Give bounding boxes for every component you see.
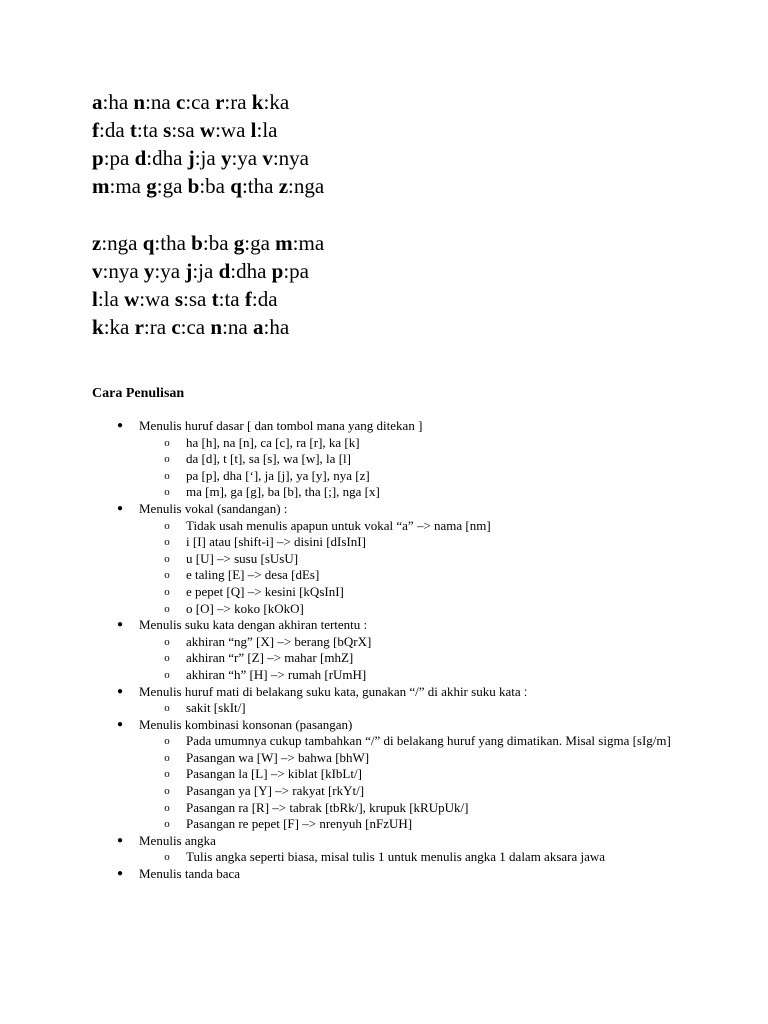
syllable: :tha: [241, 174, 279, 198]
sub-list-item-text: Pasangan ya [Y] –> rakyat [rkYt/]: [186, 783, 365, 799]
circle-bullet-icon: o: [164, 486, 170, 499]
key-letter: k: [92, 315, 104, 339]
list-item-title: Menulis angka: [139, 832, 216, 848]
sub-list-item: [0, 733, 686, 750]
sub-list-item-text: e pepet [Q] –> kesini [kQsInI]: [186, 583, 344, 599]
syllable: :pa: [283, 259, 309, 283]
sub-list-item: [0, 650, 686, 667]
bullet-icon: ●: [116, 868, 124, 880]
list-item: [0, 684, 768, 701]
key-letter: n: [210, 315, 223, 339]
key-letter: q: [142, 231, 155, 255]
key-letter: d: [218, 259, 231, 283]
alphabet-line: [92, 172, 324, 200]
key-letter: l: [250, 118, 257, 142]
sub-list-item-text: pa [p], dha [‘], ja [j], ya [y], nya [z]: [186, 467, 370, 483]
circle-bullet-icon: o: [164, 751, 170, 764]
key-letter: d: [134, 146, 147, 170]
sub-list-item: [0, 435, 686, 452]
circle-bullet-icon: o: [164, 785, 170, 798]
circle-bullet-icon: o: [164, 818, 170, 831]
sub-list-item-text: Tulis angka seperti biasa, misal tulis 1 untuk menulis angka 1 dalam aksara jawa: [186, 849, 606, 865]
alphabet-line: [92, 257, 324, 285]
sub-list-item: [0, 800, 686, 817]
syllable: :wa: [215, 118, 251, 142]
key-letter: f: [92, 118, 99, 142]
sub-list-item-text: Tidak usah menulis apapun untuk vokal “a” –> nama [nm]: [186, 517, 491, 533]
key-letter: w: [199, 118, 216, 142]
alphabet-reverse-block: [92, 229, 324, 341]
list-item-title: Menulis tanda baca: [139, 866, 241, 882]
key-letter: q: [230, 174, 242, 198]
key-letter: l: [92, 287, 98, 311]
syllable: :ta: [218, 287, 245, 311]
syllable: :ta: [136, 118, 164, 142]
instruction-list: [0, 418, 768, 883]
sub-list-item-text: akhiran “r” [Z] –> mahar [mhZ]: [186, 650, 354, 666]
list-item: [0, 833, 768, 850]
bullet-icon: ●: [116, 834, 124, 846]
syllable: :nya: [102, 259, 144, 283]
syllable: :ja: [192, 259, 219, 283]
key-letter: v: [262, 146, 273, 170]
key-letter: f: [244, 287, 252, 311]
alphabet-line: [92, 116, 324, 144]
sub-list-item: [0, 567, 686, 584]
syllable: :nya: [272, 146, 309, 170]
sub-list-item-text: u [U] –> susu [sUsU]: [186, 550, 299, 566]
syllable: :ka: [263, 90, 290, 114]
sub-list-item-text: ha [h], na [n], ca [c], ra [r], ka [k]: [186, 434, 360, 450]
syllable: :da: [251, 287, 278, 311]
syllable: :la: [256, 118, 278, 142]
sub-list-item-text: Pada umumnya cukup tambahkan “/” di belakang huruf yang dimatikan. Misal sigma [sIg/m]: [186, 733, 671, 749]
key-letter: a: [92, 90, 103, 114]
sub-list-item: [0, 484, 686, 501]
key-letter: z: [92, 231, 102, 255]
sub-list-item-text: e taling [E] –> desa [dEs]: [186, 567, 320, 583]
circle-bullet-icon: o: [164, 735, 170, 748]
syllable: :da: [99, 118, 130, 142]
list-item: [0, 617, 768, 634]
syllable: :ma: [292, 231, 325, 255]
sub-list-item: [0, 468, 686, 485]
circle-bullet-icon: o: [164, 668, 170, 681]
syllable: :tha: [154, 231, 192, 255]
sub-list-item: [0, 584, 686, 601]
sub-list-item-text: akhiran “h” [H] –> rumah [rUmH]: [186, 666, 367, 682]
sub-list-item-text: ma [m], ga [g], ba [b], tha [;], nga [x]: [186, 484, 380, 500]
syllable: :nga: [101, 231, 143, 255]
syllable: :ca: [185, 90, 216, 114]
list-item: [0, 866, 768, 883]
key-letter: y: [220, 146, 232, 170]
key-letter: c: [171, 315, 181, 339]
sub-list-item: [0, 783, 686, 800]
syllable: :sa: [183, 287, 212, 311]
syllable: :ra: [224, 90, 252, 114]
syllable: :ha: [102, 90, 134, 114]
sub-list-item: [0, 551, 686, 568]
circle-bullet-icon: o: [164, 585, 170, 598]
alphabet-line: [92, 285, 324, 313]
key-letter: g: [146, 174, 157, 198]
syllable: :ca: [180, 315, 211, 339]
sub-list-item: [0, 849, 686, 866]
key-letter: a: [252, 315, 264, 339]
syllable: :na: [222, 315, 253, 339]
circle-bullet-icon: o: [164, 469, 170, 482]
alphabet-line: [92, 144, 324, 172]
syllable: :la: [97, 287, 125, 311]
list-item: [0, 501, 768, 518]
key-letter: b: [191, 231, 203, 255]
bullet-icon: ●: [116, 420, 124, 431]
key-letter: z: [278, 174, 289, 198]
bullet-icon: ●: [116, 619, 124, 631]
circle-bullet-icon: o: [164, 635, 170, 648]
key-letter: j: [185, 259, 193, 283]
key-letter: b: [187, 174, 200, 198]
syllable: :ga: [156, 174, 188, 198]
syllable: :ya: [231, 146, 263, 170]
circle-bullet-icon: o: [164, 702, 170, 715]
circle-bullet-icon: o: [164, 801, 170, 814]
sub-list-item-text: akhiran “ng” [X] –> berang [bQrX]: [186, 633, 372, 649]
sub-list-item-text: Pasangan ra [R] –> tabrak [tbRk/], krupuk [kRUpUk/]: [186, 799, 469, 815]
list-item: [0, 418, 768, 435]
syllable: :ka: [103, 315, 135, 339]
sub-list-item: [0, 667, 686, 684]
key-letter: n: [133, 90, 146, 114]
syllable: :ba: [202, 231, 234, 255]
key-letter: w: [124, 287, 140, 311]
key-letter: v: [92, 259, 103, 283]
sub-list-item: [0, 534, 686, 551]
syllable: :ha: [263, 315, 290, 339]
sub-list-item-text: i [I] atau [shift-i] –> disini [dIsInI]: [186, 534, 366, 550]
sub-list-item-text: o [O] –> koko [kOkO]: [186, 600, 304, 616]
key-letter: j: [187, 146, 195, 170]
circle-bullet-icon: o: [164, 768, 170, 781]
sub-list-item: [0, 700, 686, 717]
bullet-icon: ●: [116, 502, 124, 514]
sub-list-item: [0, 518, 686, 535]
syllable: :wa: [139, 287, 175, 311]
list-item-title: Menulis suku kata dengan akhiran tertentu :: [139, 617, 368, 633]
alphabet-line: [92, 229, 324, 257]
syllable: :dha: [230, 259, 272, 283]
syllable: :na: [145, 90, 176, 114]
syllable: :sa: [171, 118, 200, 142]
syllable: :ma: [109, 174, 147, 198]
list-item-title: Menulis huruf mati di belakang suku kata, gunakan “/” di akhir suku kata :: [139, 683, 528, 699]
sub-list-item-text: Pasangan wa [W] –> bahwa [bhW]: [186, 749, 370, 765]
circle-bullet-icon: o: [164, 602, 170, 615]
circle-bullet-icon: o: [164, 436, 170, 449]
syllable: :nga: [288, 174, 325, 198]
bullet-icon: ●: [116, 685, 124, 697]
key-letter: r: [215, 90, 225, 114]
sub-list-item: [0, 766, 686, 783]
bullet-icon: ●: [116, 718, 124, 730]
sub-list-item: [0, 601, 686, 618]
circle-bullet-icon: o: [164, 851, 170, 864]
circle-bullet-icon: o: [164, 453, 170, 466]
syllable: :ga: [244, 231, 276, 255]
syllable: :ja: [194, 146, 221, 170]
circle-bullet-icon: o: [164, 569, 170, 582]
sub-list-item-text: Pasangan la [L] –> kiblat [kIbLt/]: [186, 766, 362, 782]
list-item-title: Menulis vokal (sandangan) :: [139, 500, 288, 516]
syllable: :ra: [143, 315, 172, 339]
list-item-title: Menulis huruf dasar [ dan tombol mana yang ditekan ]: [139, 418, 423, 433]
key-letter: m: [92, 174, 110, 198]
key-letter: m: [275, 231, 293, 255]
alphabet-line: [92, 88, 324, 116]
syllable: :dha: [146, 146, 188, 170]
sub-list-item: [0, 451, 686, 468]
sub-list-item-text: Pasangan re pepet [F] –> nrenyuh [nFzUH]: [186, 816, 413, 832]
circle-bullet-icon: o: [164, 552, 170, 565]
circle-bullet-icon: o: [164, 519, 170, 532]
sub-list-item-text: sakit [skIt/]: [186, 700, 246, 716]
sub-list-item-text: da [d], t [t], sa [s], wa [w], la [l]: [186, 451, 351, 467]
key-letter: k: [251, 90, 264, 114]
key-letter: t: [211, 287, 219, 311]
alphabet-mapping-block: [92, 88, 324, 200]
circle-bullet-icon: o: [164, 536, 170, 549]
list-item: [0, 717, 768, 734]
key-letter: s: [174, 287, 184, 311]
syllable: :pa: [103, 146, 135, 170]
section-heading: Cara Penulisan: [92, 386, 185, 401]
sub-list-item: [0, 750, 686, 767]
key-letter: s: [163, 118, 172, 142]
sub-list-item: [0, 816, 686, 833]
key-letter: y: [143, 259, 155, 283]
alphabet-line: [92, 313, 324, 341]
key-letter: p: [271, 259, 284, 283]
key-letter: g: [233, 231, 245, 255]
key-letter: p: [92, 146, 104, 170]
syllable: :ya: [154, 259, 186, 283]
key-letter: c: [176, 90, 186, 114]
syllable: :ba: [199, 174, 231, 198]
circle-bullet-icon: o: [164, 652, 170, 665]
key-letter: r: [134, 315, 144, 339]
sub-list-item: [0, 634, 686, 651]
list-item-title: Menulis kombinasi konsonan (pasangan): [139, 716, 353, 732]
key-letter: t: [129, 118, 137, 142]
